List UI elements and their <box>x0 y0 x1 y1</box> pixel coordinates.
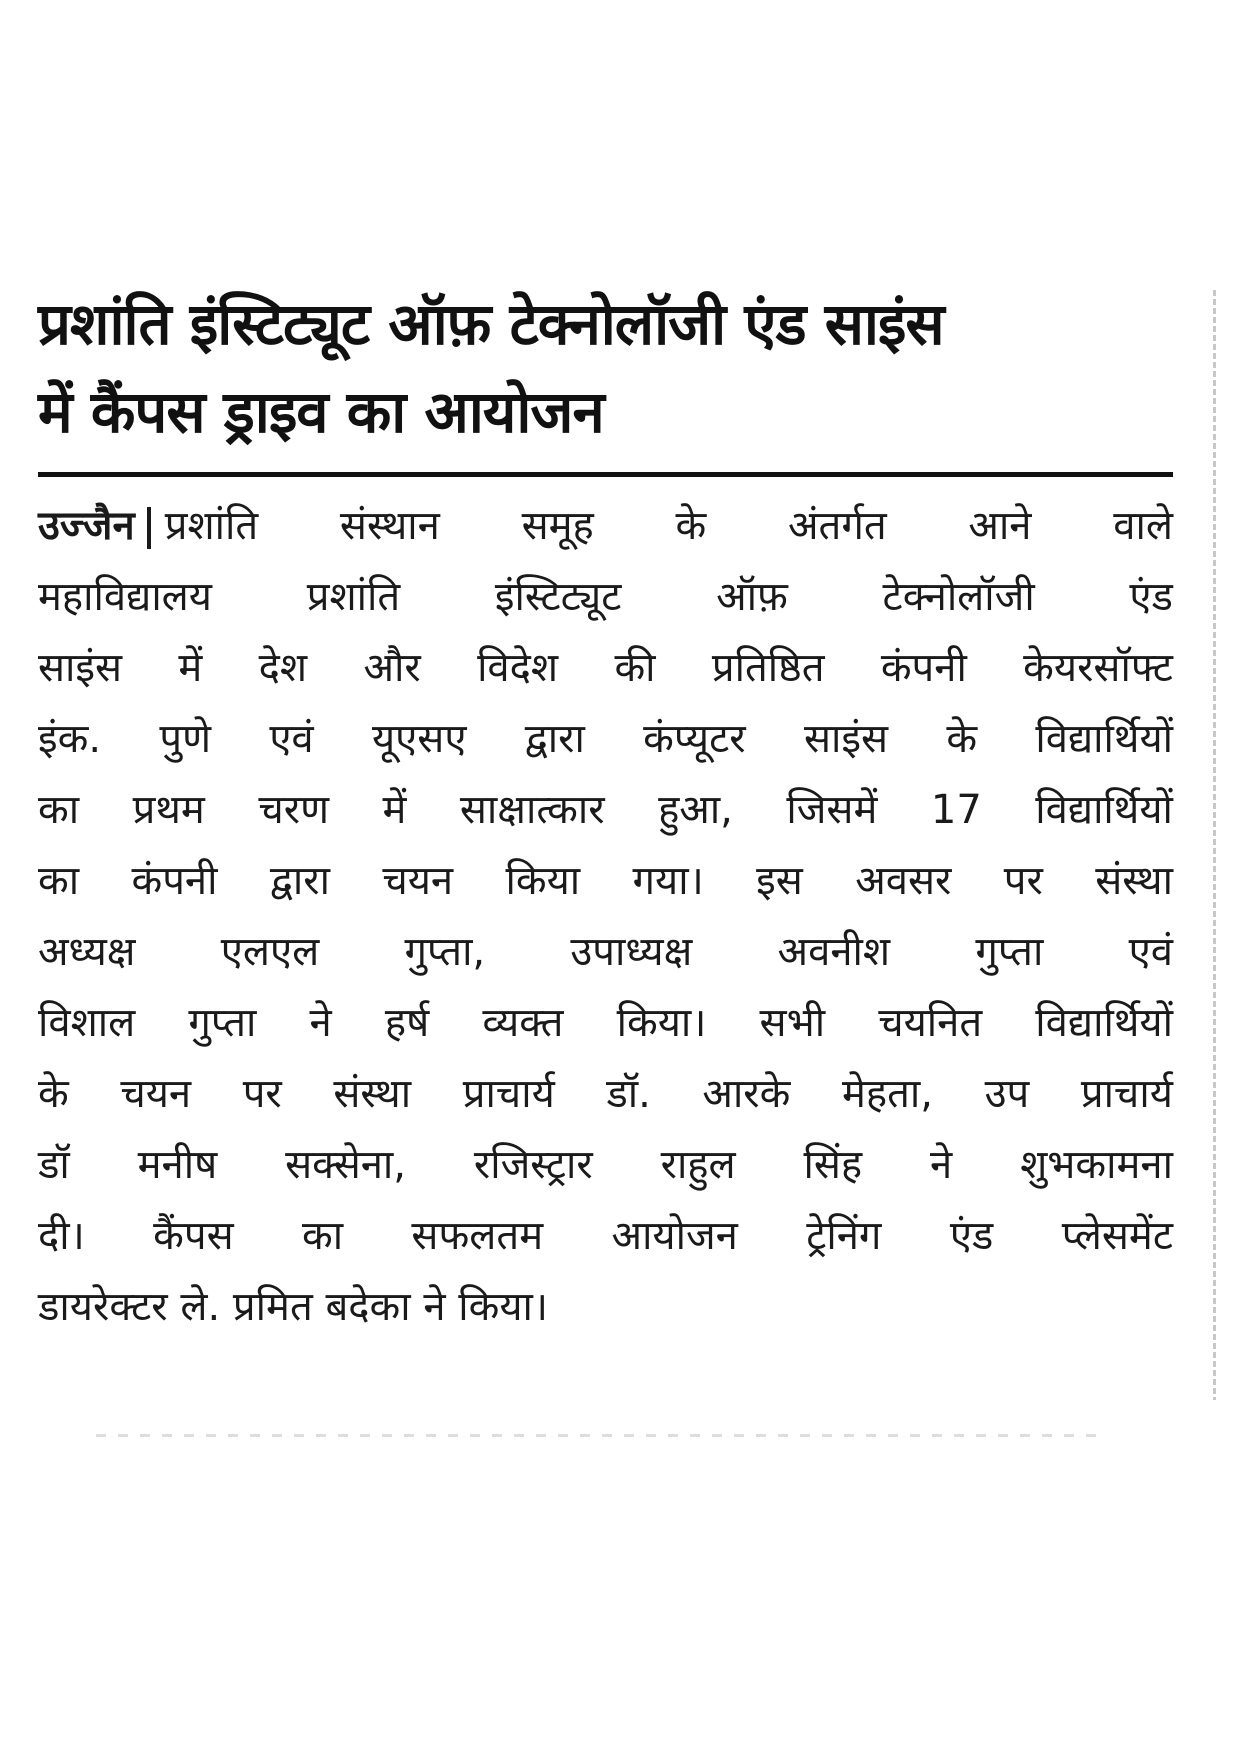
word: एलएल <box>220 929 320 975</box>
word: चरण <box>258 787 329 833</box>
word: 17 <box>930 787 982 833</box>
word: विद्यार्थियों <box>1035 716 1173 762</box>
body-line <box>38 491 1173 562</box>
word: साइंस <box>38 645 123 691</box>
word: जिसमें <box>786 787 878 833</box>
word: शुभकामना <box>1020 1142 1173 1188</box>
word: मनीष <box>137 1142 218 1188</box>
word: अंतर्गत <box>787 503 887 549</box>
dateline-separator <box>147 507 151 549</box>
word: पर <box>1003 858 1043 904</box>
word: और <box>363 645 421 691</box>
word: कंपनी <box>880 645 967 691</box>
word: के <box>38 1071 69 1117</box>
word: का <box>38 858 80 904</box>
word: में <box>178 645 203 691</box>
word: प्रथम <box>132 787 205 833</box>
word: उपाध्यक्ष <box>570 929 693 975</box>
word: के <box>675 503 707 549</box>
news-clipping <box>38 280 1173 1343</box>
word: समूह <box>521 503 594 549</box>
word: संस्था <box>333 1071 412 1117</box>
word: दी। <box>38 1213 85 1259</box>
word: गुप्ता <box>188 1000 257 1046</box>
word: किया। <box>616 1000 707 1046</box>
word: प्रतिष्ठित <box>711 645 825 691</box>
word: चयन <box>382 858 454 904</box>
word: रजिस्ट्रार <box>473 1142 593 1188</box>
word: ने <box>309 1000 332 1046</box>
word: देश <box>258 645 308 691</box>
word: के <box>946 716 978 762</box>
word: प्राचार्य <box>462 1071 555 1117</box>
word: में <box>382 787 407 833</box>
word: महाविद्यालय <box>38 574 212 620</box>
word: प्रशांति <box>306 574 401 620</box>
word: प्लेसमेंट <box>1061 1213 1173 1259</box>
word: गया। <box>632 858 704 904</box>
word: साक्षात्कार <box>459 787 605 833</box>
word: प्रशांति <box>164 503 259 549</box>
headline <box>38 280 1173 456</box>
word: एवं <box>269 716 314 762</box>
body-line <box>38 562 1173 633</box>
word: विद्यार्थियों <box>1035 787 1173 833</box>
word: चयन <box>120 1071 192 1117</box>
word: प्राचार्य <box>1080 1071 1173 1117</box>
word: सभी <box>759 1000 826 1046</box>
word: इस <box>756 858 803 904</box>
body-line <box>38 704 1173 775</box>
headline-line-2: में कैंपस ड्राइव का आयोजन <box>38 378 604 446</box>
word: संस्थान <box>339 503 440 549</box>
word: सिंह <box>803 1142 863 1188</box>
word: मेहता, <box>841 1071 934 1117</box>
word: एंड <box>949 1213 994 1259</box>
article-body <box>38 491 1173 1343</box>
word: किया <box>505 858 581 904</box>
word: पर <box>242 1071 282 1117</box>
body-line <box>38 1201 1173 1272</box>
headline-divider <box>38 472 1173 477</box>
word: उप <box>984 1071 1030 1117</box>
column-divider <box>1213 290 1216 1400</box>
dateline: उज्जैन <box>38 503 135 549</box>
word: कंप्यूटर <box>643 716 746 762</box>
word: का <box>301 1213 344 1259</box>
word: व्यक्त <box>482 1000 564 1046</box>
word: डॉ. <box>606 1071 651 1117</box>
word: आने <box>968 503 1032 549</box>
bottom-dotted-rule <box>96 1434 1096 1437</box>
word: राहुल <box>660 1142 736 1188</box>
word: अवसर <box>855 858 952 904</box>
word: द्वारा <box>269 858 330 904</box>
word: साइंस <box>803 716 889 762</box>
word: सक्सेना, <box>285 1142 407 1188</box>
word: एवं <box>1128 929 1173 975</box>
word: हर्ष <box>384 1000 430 1046</box>
word: इंक. <box>38 716 102 762</box>
word: चयनित <box>878 1000 983 1046</box>
word: ने <box>930 1142 953 1188</box>
word: आरके <box>702 1071 791 1117</box>
word: कंपनी <box>131 858 218 904</box>
word: द्वारा <box>524 716 585 762</box>
word: एंड <box>1129 574 1173 620</box>
word: वाले <box>1113 503 1173 549</box>
word: केयरसॉफ्ट <box>1023 645 1173 691</box>
body-line <box>38 917 1173 988</box>
word: इंस्टिट्यूट <box>494 574 622 620</box>
body-line: डायरेक्टर ले. प्रमित बदेका ने किया। <box>38 1284 549 1330</box>
word: अध्यक्ष <box>38 929 136 975</box>
word: अवनीश <box>777 929 891 975</box>
word: यूएसए <box>371 716 467 762</box>
body-line <box>38 1059 1173 1130</box>
body-line <box>38 775 1173 846</box>
word: कैंपस <box>153 1213 234 1259</box>
word: आयोजन <box>611 1213 738 1259</box>
word: विदेश <box>477 645 559 691</box>
word: गुप्ता <box>975 929 1044 975</box>
body-line <box>38 988 1173 1059</box>
word: डॉ <box>38 1142 70 1188</box>
word: टेक्नोलॉजी <box>882 574 1035 620</box>
body-line-text <box>165 491 1173 562</box>
headline-line-1: प्रशांति इंस्टिट्यूट ऑफ़ टेक्नोलॉजी एंड साइंस <box>38 290 944 358</box>
body-line <box>38 1130 1173 1201</box>
word: संस्था <box>1095 858 1173 904</box>
word: की <box>614 645 656 691</box>
word: गुप्ता, <box>404 929 486 975</box>
word: ट्रेनिंग <box>806 1213 882 1259</box>
word: पुणे <box>159 716 212 762</box>
word: सफलतम <box>411 1213 544 1259</box>
body-line <box>38 633 1173 704</box>
body-line <box>38 846 1173 917</box>
word: विद्यार्थियों <box>1035 1000 1173 1046</box>
word: विशाल <box>38 1000 136 1046</box>
word: ऑफ़ <box>716 574 788 620</box>
word: हुआ, <box>658 787 733 833</box>
word: का <box>38 787 80 833</box>
